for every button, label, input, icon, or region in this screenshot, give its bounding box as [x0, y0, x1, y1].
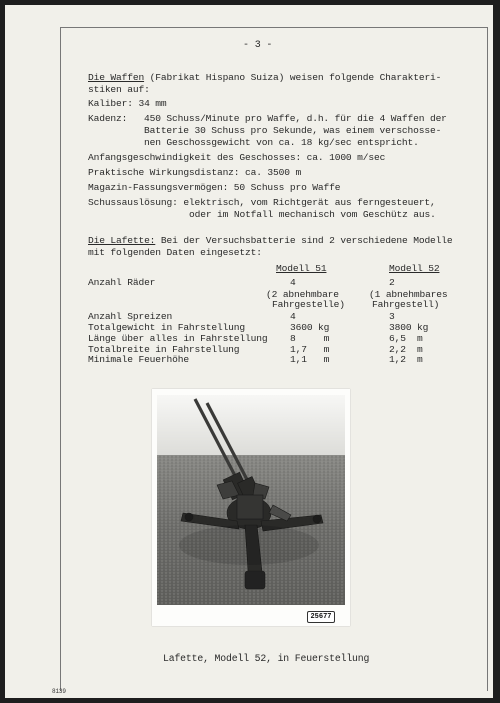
spec-row-label: Länge über alles in Fahrstellung: [88, 333, 268, 344]
spec-value-modell-51: 3600 kg: [290, 322, 330, 333]
weapons-intro: [88, 72, 441, 83]
archive-stamp: 25677: [307, 611, 335, 623]
spec-value-modell-51: 4: [290, 311, 296, 322]
weapons-heading: Die Waffen: [88, 72, 145, 83]
schussausloesung-line2: oder im Notfall mechanisch vom Geschütz aus.: [189, 209, 436, 220]
lafette-intro: [88, 235, 452, 246]
kadenz-label: Kadenz:: [88, 113, 128, 124]
column-header-modell-51: Modell 51: [276, 263, 327, 274]
spec-row-label: Anzahl Räder: [88, 277, 156, 288]
spec-value-modell-51: 1,1 m: [290, 354, 330, 365]
spec-value-modell-52: 2: [389, 277, 395, 288]
gun-photo: [157, 395, 345, 605]
kadenz-line1: 450 Schuss/Minute pro Waffe, d.h. für die 4 Waffen der: [144, 113, 447, 124]
lafette-heading: Die Lafette:: [88, 235, 156, 246]
spec-value-modell-51: Fahrgestelle): [272, 299, 345, 310]
spec-row-label: Anzahl Spreizen: [88, 311, 173, 322]
kadenz-line3: nen Geschossgewicht von ca. 18 kg/sec entspricht.: [144, 137, 419, 148]
spec-value-modell-52: Fahrgestell): [372, 299, 440, 310]
lafette-intro-line2: mit folgenden Daten eingesetzt:: [88, 247, 262, 258]
column-header-modell-52: Modell 52: [389, 263, 440, 274]
schussausloesung-line1: Schussauslösung: elektrisch, vom Richtgerät aus ferngesteuert,: [88, 197, 436, 208]
spec-value-modell-51: (2 abnehmbare: [266, 289, 339, 300]
footer-code: 8139: [52, 688, 66, 695]
photo-mount: [152, 389, 350, 626]
magazin-line: Magazin-Fassungsvermögen: 50 Schuss pro Waffe: [88, 182, 341, 193]
page-number: - 3 -: [243, 40, 273, 51]
spec-value-modell-52: 3800 kg: [389, 322, 429, 333]
spec-value-modell-52: (1 abnehmbares: [369, 289, 448, 300]
spec-row-label: Totalbreite in Fahrstellung: [88, 344, 240, 355]
spec-value-modell-52: 6,5 m: [389, 333, 423, 344]
spec-value-modell-52: 1,2 m: [389, 354, 423, 365]
photo-caption: Lafette, Modell 52, in Feuerstellung: [163, 653, 370, 664]
weapons-intro-text: (Fabrikat Hispano Suiza) weisen folgende Charakteri-: [144, 72, 442, 83]
spec-row-label: Totalgewicht in Fahrstellung: [88, 322, 246, 333]
spec-value-modell-51: 8 m: [290, 333, 330, 344]
weapons-intro-line2: stiken auf:: [88, 84, 150, 95]
spec-value-modell-51: 4: [290, 277, 296, 288]
kaliber-line: Kaliber: 34 mm: [88, 98, 167, 109]
spec-row-label: Minimale Feuerhöhe: [88, 354, 189, 365]
kadenz-line2: Batterie 30 Schuss pro Sekunde, was einem verschosse-: [144, 125, 442, 136]
spec-value-modell-52: 3: [389, 311, 395, 322]
anfangsgeschwindigkeit-line: Anfangsgeschwindigkeit des Geschosses: ca. 1000 m/sec: [88, 152, 386, 163]
spec-value-modell-51: 1,7 m: [290, 344, 330, 355]
wirkungsdistanz-line: Praktische Wirkungsdistanz: ca. 3500 m: [88, 167, 302, 178]
lafette-intro-text: Bei der Versuchsbatterie sind 2 verschiedene Modelle: [155, 235, 453, 246]
spec-value-modell-52: 2,2 m: [389, 344, 423, 355]
